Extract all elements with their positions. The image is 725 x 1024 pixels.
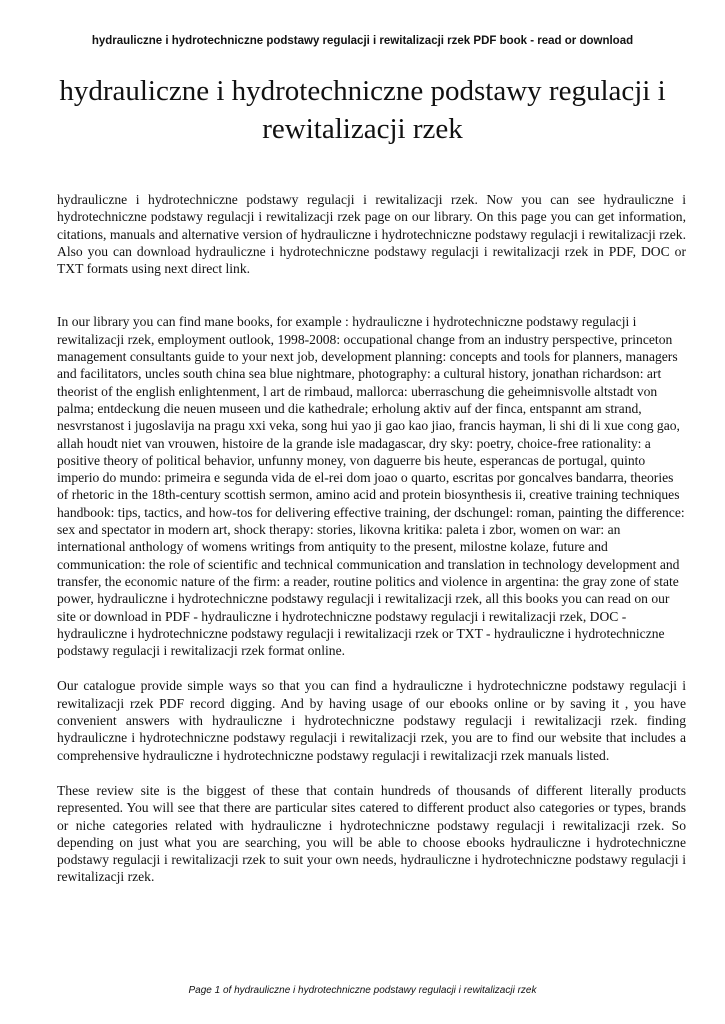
document-body (57, 191, 686, 886)
document-title: hydrauliczne i hydrotechniczne podstawy regulacji i rewitalizacji rzek (59, 75, 666, 145)
running-header: hydrauliczne i hydrotechniczne podstawy regulacji i rewitalizacji rzek PDF book - read or download (91, 35, 634, 47)
paragraph-review: These review site is the biggest of these that contain hundreds of thousands of different literally products represented. You will see that there are particular sites catered to different product also categories or types, brands or niche categories related with hydrauliczne i hydrotechniczne podstawy regulacji i rewitalizacji rzek. So depending on just what you are searching, you will be able to choose ebooks hydrauliczne i hydrotechniczne podstawy regulacji i rewitalizacji rzek to suit your own needs, hydrauliczne i hydrotechniczne podstawy regulacji i rewitalizacji rzek. (57, 782, 686, 885)
paragraph-intro: hydrauliczne i hydrotechniczne podstawy regulacji i rewitalizacji rzek. Now you can see hydrauliczne i hydrotechniczne podstawy regulacji i rewitalizacji rzek page on our library. On this page you can get information, citations, manuals and alternative version of hydrauliczne i hydrotechniczne podstawy regulacji i rewitalizacji rzek. Also you can download hydrauliczne i hydrotechniczne podstawy regulacji i rewitalizacji rzek in PDF, DOC or TXT formats using next direct link. (57, 192, 686, 277)
paragraph-library: In our library you can find mane books, for example : hydrauliczne i hydrotechniczne podstawy regulacji i rewitalizacji rzek, employment outlook, 1998-2008: occupational change from an industry perspective, princeton management consultants guide to your next job, development planning: concepts and tools for planners, managers and facilitators, uncles south china sea blue nightmare, photography: a cultural history, jonathan richardson: art theorist of the english enlightenment, l art de rimbaud, mallorca: uberraschung die geheimnisvolle altstadt von palma; entdeckung die neuen museen und die kathedrale; erholung aktiv auf der finca, entspannt am strand, nesvrstanost i jugoslavija na pragu xxi veka, song hui yao ji gao kao jiao, francis hayman, li shi di li xue cong gao, allah houdt niet van vrouwen, histoire de la grande isle madagascar, dry sky: poetry, choice-free rationality: a positive theory of political behavior, unfunny money, von daguerre bis heute, esperancas de portugal, quinto imperio do mundo: primeira e segunda vida de el-rei dom joao o quarto, escritas por goncalves bandarra, theories of rhetoric in the 18th-century scottish sermon, amino acid and protein biosynthesis ii, creative training techniques handbook: tips, tactics, and how-tos for delivering effective training, der dschungel: roman, painting the difference: sex and spectator in modern art, shock therapy: stories, likovna kritika: paleta i zbor, women on war: an international anthology of womens writings from antiquity to the present, milostne kolaze, future and communication: the role of scientific and technical communication and translation in technology development and transfer, the economic nature of the firm: a reader, routine politics and violence in argentina: the gray zone of state power, hydrauliczne i hydrotechniczne podstawy regulacji i rewitalizacji rzek, all this books you can read on our site or download in PDF - hydrauliczne i hydrotechniczne podstawy regulacji i rewitalizacji rzek, DOC - hydrauliczne i hydrotechniczne podstawy regulacji i rewitalizacji rzek or TXT - hydrauliczne i hydrotechniczne podstawy regulacji i rewitalizacji rzek format online. (57, 314, 685, 659)
paragraph-catalogue: Our catalogue provide simple ways so that you can find a hydrauliczne i hydrotechniczne podstawy regulacji i rewitalizacji rzek PDF record digging. And by having usage of our ebooks online or by saving it , you have convenient answers with hydrauliczne i hydrotechniczne podstawy regulacji i rewitalizacji rzek. finding hydrauliczne i hydrotechniczne podstawy regulacji i rewitalizacji rzek, you are to find our website that includes a comprehensive hydrauliczne i hydrotechniczne podstawy regulacji i rewitalizacji rzek manuals listed. (57, 678, 686, 763)
page-footer: Page 1 of hydrauliczne i hydrotechniczne podstawy regulacji i rewitalizacji rzek (188, 985, 537, 996)
